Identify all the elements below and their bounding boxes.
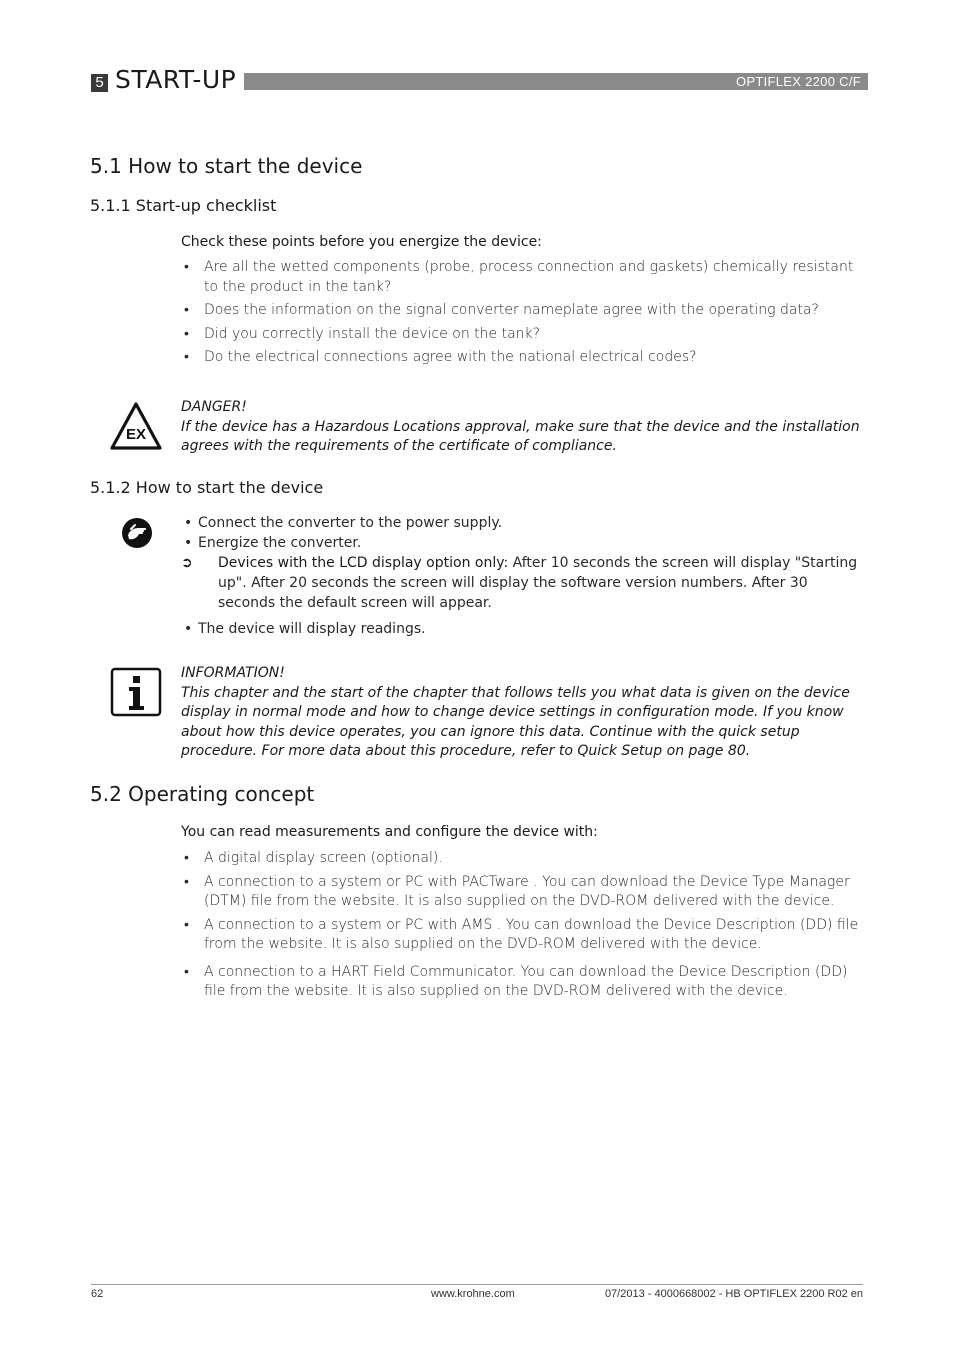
list-item: • Connect the converter to the power supply. — [181, 513, 863, 533]
start-steps — [181, 513, 863, 553]
operating-lead: You can read measurements and configure the device with: — [181, 824, 598, 840]
page-number: 62 — [91, 1288, 104, 1300]
section-heading-5-2: 5.2 Operating concept — [90, 782, 315, 806]
list-item: • A connection to a HART Field Communicator. You can download the Device Description (DD) file from the website. It is also supplied on the DVD-ROM delivered with the device. — [181, 963, 863, 1002]
list-item: • The device will display readings. — [181, 619, 863, 639]
operating-list — [181, 849, 863, 1002]
checklist-lead: Check these points before you energize the device: — [181, 234, 542, 250]
list-item: • Do the electrical connections agree with the national electrical codes? — [181, 348, 863, 368]
result-arrow-icon: ➲ — [181, 555, 193, 571]
start-final — [181, 619, 863, 639]
header-product-name: OPTIFLEX 2200 C/F — [735, 74, 861, 89]
footer-divider — [91, 1284, 863, 1285]
information-title: INFORMATION! — [181, 665, 285, 681]
ex-hazard-label: EX — [125, 426, 146, 443]
chapter-title: START-UP — [115, 65, 237, 94]
subsection-heading-5-1-1: 5.1.1 Start-up checklist — [90, 196, 277, 215]
danger-text: If the device has a Hazardous Locations approval, make sure that the device and the installation agrees with the requirements of the certificate of compliance. — [181, 418, 860, 454]
footer-website: www.krohne.com — [431, 1288, 515, 1300]
hand-action-icon — [121, 517, 153, 549]
danger-title: DANGER! — [181, 399, 247, 415]
list-item: • Does the information on the signal converter nameplate agree with the operating data? — [181, 301, 863, 321]
list-item: • Did you correctly install the device on the tank? — [181, 325, 863, 345]
ex-hazard-icon — [110, 402, 162, 450]
chapter-number-box: 5 — [91, 74, 108, 92]
list-item: • A connection to a system or PC with AMS . You can download the Device Description (DD) file from the website. It is also supplied on the DVD-ROM delivered with the device. — [181, 916, 863, 955]
result-text: After 10 seconds the screen will display "Starting up". After 20 seconds the screen will display the software version numbers. After 30 seconds the default screen will appear. — [218, 555, 858, 611]
information-icon — [110, 667, 162, 717]
list-item: • A connection to a system or PC with PACTware . You can download the Device Type Manager (DTM) file from the website. It is also supplied on the DVD-ROM delivered with the device. — [181, 873, 863, 912]
list-item: • Are all the wetted components (probe, process connection and gaskets) chemically resistant to the product in the tank? — [181, 258, 863, 297]
list-item: • Energize the converter. — [181, 533, 863, 553]
result-label: Devices with the LCD display option only: — [218, 555, 509, 571]
danger-note — [181, 398, 871, 457]
subsection-heading-5-1-2: 5.1.2 How to start the device — [90, 478, 324, 497]
information-note — [181, 664, 871, 762]
start-result — [181, 553, 863, 613]
information-text: This chapter and the start of the chapter that follows tells you what data is given on the device display in normal mode and how to change device settings in configuration mode. If you know about how this device operates, you can ignore this data. Continue with the quick setup procedure. For more data about this procedure, refer to Quick Setup on page 80. — [181, 684, 850, 759]
footer-doc-ref: 07/2013 - 4000668002 - HB OPTIFLEX 2200 R02 en — [604, 1288, 863, 1300]
section-heading-5-1: 5.1 How to start the device — [90, 154, 363, 178]
checklist — [181, 258, 863, 368]
list-item: • A digital display screen (optional). — [181, 849, 863, 869]
